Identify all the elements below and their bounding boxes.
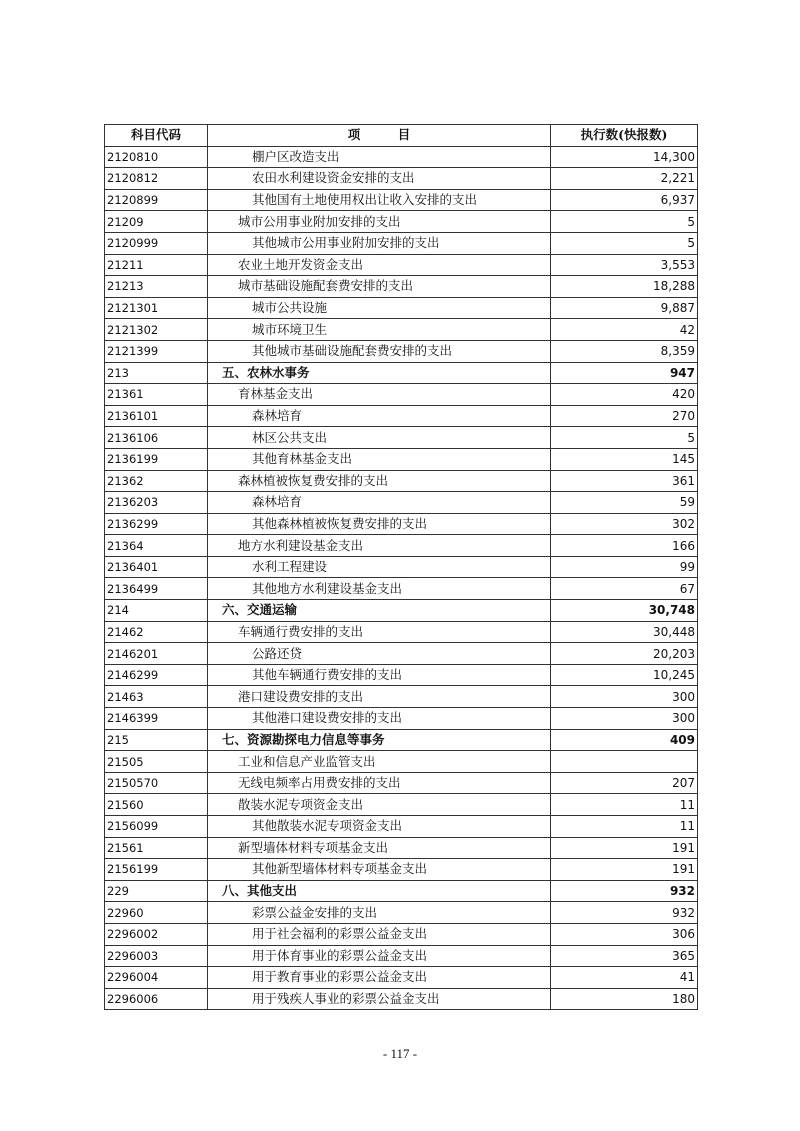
amount-cell: 59 (551, 492, 698, 514)
item-name-cell: 森林培育 (208, 405, 551, 427)
item-name-cell: 其他城市基础设施配套费安排的支出 (208, 340, 551, 362)
item-name-cell: 地方水利建设基金支出 (208, 535, 551, 557)
item-name-cell: 五、农林水事务 (208, 362, 551, 384)
item-name-cell: 其他森林植被恢复费安排的支出 (208, 513, 551, 535)
item-name-cell: 用于社会福利的彩票公益金支出 (208, 923, 551, 945)
amount-cell: 2,221 (551, 168, 698, 190)
amount-cell: 67 (551, 578, 698, 600)
table-row (105, 168, 698, 190)
item-name-cell: 森林培育 (208, 492, 551, 514)
amount-cell: 14,300 (551, 146, 698, 168)
table-row (105, 859, 698, 881)
item-name-cell: 散装水泥专项资金支出 (208, 794, 551, 816)
amount-cell: 99 (551, 556, 698, 578)
subject-code-cell: 21361 (105, 384, 208, 406)
subject-code-cell: 229 (105, 880, 208, 902)
amount-cell: 5 (551, 427, 698, 449)
item-name-cell: 其他育林基金支出 (208, 448, 551, 470)
item-name-cell: 城市环境卫生 (208, 319, 551, 341)
table-row (105, 405, 698, 427)
subject-code-cell: 21362 (105, 470, 208, 492)
subject-code-cell: 214 (105, 600, 208, 622)
subject-code-cell: 2136401 (105, 556, 208, 578)
amount-cell: 10,245 (551, 664, 698, 686)
amount-cell: 207 (551, 772, 698, 794)
item-name-cell: 港口建设费安排的支出 (208, 686, 551, 708)
header-item: 项 目 (208, 125, 551, 147)
subject-code-cell: 2146201 (105, 643, 208, 665)
amount-cell: 180 (551, 988, 698, 1010)
amount-cell: 30,448 (551, 621, 698, 643)
amount-cell: 5 (551, 232, 698, 254)
item-name-cell: 用于体育事业的彩票公益金支出 (208, 945, 551, 967)
item-name-cell: 车辆通行费安排的支出 (208, 621, 551, 643)
amount-cell: 270 (551, 405, 698, 427)
table-row (105, 708, 698, 730)
subject-code-cell: 21560 (105, 794, 208, 816)
table-row (105, 794, 698, 816)
subject-code-cell: 21505 (105, 751, 208, 773)
subject-code-cell: 215 (105, 729, 208, 751)
table-row (105, 535, 698, 557)
subject-code-cell: 2136299 (105, 513, 208, 535)
table-row (105, 470, 698, 492)
table-body (105, 146, 698, 1010)
item-name-cell: 用于残疾人事业的彩票公益金支出 (208, 988, 551, 1010)
item-name-cell: 森林植被恢复费安排的支出 (208, 470, 551, 492)
amount-cell: 8,359 (551, 340, 698, 362)
amount-cell: 9,887 (551, 297, 698, 319)
amount-cell: 409 (551, 729, 698, 751)
amount-cell: 947 (551, 362, 698, 384)
subject-code-cell: 2296003 (105, 945, 208, 967)
subject-code-cell: 2296006 (105, 988, 208, 1010)
amount-cell: 11 (551, 794, 698, 816)
amount-cell: 300 (551, 708, 698, 730)
subject-code-cell: 2150570 (105, 772, 208, 794)
item-name-cell: 用于教育事业的彩票公益金支出 (208, 967, 551, 989)
item-name-cell: 工业和信息产业监管支出 (208, 751, 551, 773)
item-name-cell: 公路还贷 (208, 643, 551, 665)
item-name-cell: 其他港口建设费安排的支出 (208, 708, 551, 730)
table-header-row (105, 125, 698, 147)
table-row (105, 319, 698, 341)
item-name-cell: 水利工程建设 (208, 556, 551, 578)
table-row (105, 621, 698, 643)
subject-code-cell: 2120810 (105, 146, 208, 168)
amount-cell: 932 (551, 902, 698, 924)
amount-cell: 166 (551, 535, 698, 557)
table-row (105, 816, 698, 838)
subject-code-cell: 21364 (105, 535, 208, 557)
subject-code-cell: 21463 (105, 686, 208, 708)
subject-code-cell: 22960 (105, 902, 208, 924)
amount-cell: 191 (551, 837, 698, 859)
item-name-cell: 七、资源勘探电力信息等事务 (208, 729, 551, 751)
table-row (105, 751, 698, 773)
amount-cell: 932 (551, 880, 698, 902)
subject-code-cell: 2136203 (105, 492, 208, 514)
amount-cell: 5 (551, 211, 698, 233)
subject-code-cell: 21209 (105, 211, 208, 233)
subject-code-cell: 2136199 (105, 448, 208, 470)
item-name-cell: 育林基金支出 (208, 384, 551, 406)
item-name-cell: 城市公用事业附加安排的支出 (208, 211, 551, 233)
amount-cell: 361 (551, 470, 698, 492)
table-row (105, 146, 698, 168)
subject-code-cell: 2120899 (105, 189, 208, 211)
subject-code-cell: 2156199 (105, 859, 208, 881)
table-row (105, 729, 698, 751)
subject-code-cell: 2146399 (105, 708, 208, 730)
table-row (105, 492, 698, 514)
subject-code-cell: 21211 (105, 254, 208, 276)
amount-cell: 145 (551, 448, 698, 470)
subject-code-cell: 2136499 (105, 578, 208, 600)
table-row (105, 643, 698, 665)
amount-cell: 420 (551, 384, 698, 406)
item-name-cell: 其他散装水泥专项资金支出 (208, 816, 551, 838)
item-name-cell: 城市公共设施 (208, 297, 551, 319)
item-name-cell: 棚户区改造支出 (208, 146, 551, 168)
table-row (105, 600, 698, 622)
amount-cell: 6,937 (551, 189, 698, 211)
amount-cell: 20,203 (551, 643, 698, 665)
item-name-cell: 其他地方水利建设基金支出 (208, 578, 551, 600)
amount-cell: 300 (551, 686, 698, 708)
table-row (105, 902, 698, 924)
item-name-cell: 新型墙体材料专项基金支出 (208, 837, 551, 859)
table-row (105, 880, 698, 902)
item-name-cell: 农业土地开发资金支出 (208, 254, 551, 276)
amount-cell: 41 (551, 967, 698, 989)
amount-cell: 11 (551, 816, 698, 838)
table-row (105, 232, 698, 254)
amount-cell: 302 (551, 513, 698, 535)
subject-code-cell: 213 (105, 362, 208, 384)
table-row (105, 340, 698, 362)
table-row (105, 556, 698, 578)
amount-cell: 42 (551, 319, 698, 341)
amount-cell: 306 (551, 923, 698, 945)
table-row (105, 211, 698, 233)
table-row (105, 513, 698, 535)
item-name-cell: 城市基础设施配套费安排的支出 (208, 276, 551, 298)
item-name-cell: 其他新型墙体材料专项基金支出 (208, 859, 551, 881)
table-row (105, 189, 698, 211)
table-row (105, 384, 698, 406)
subject-code-cell: 2146299 (105, 664, 208, 686)
item-name-cell: 其他国有土地使用权出让收入安排的支出 (208, 189, 551, 211)
table-row (105, 254, 698, 276)
table-row (105, 988, 698, 1010)
item-name-cell: 其他城市公用事业附加安排的支出 (208, 232, 551, 254)
subject-code-cell: 21213 (105, 276, 208, 298)
subject-code-cell: 2121399 (105, 340, 208, 362)
subject-code-cell: 2120999 (105, 232, 208, 254)
subject-code-cell: 21561 (105, 837, 208, 859)
item-name-cell: 彩票公益金安排的支出 (208, 902, 551, 924)
amount-cell: 3,553 (551, 254, 698, 276)
subject-code-cell: 2121302 (105, 319, 208, 341)
page-number: - 117 - (382, 1046, 418, 1061)
subject-code-cell: 2136101 (105, 405, 208, 427)
item-name-cell: 八、其他支出 (208, 880, 551, 902)
subject-code-cell: 21462 (105, 621, 208, 643)
table-row (105, 297, 698, 319)
table-row (105, 664, 698, 686)
amount-cell: 18,288 (551, 276, 698, 298)
table-row (105, 362, 698, 384)
subject-code-cell: 2136106 (105, 427, 208, 449)
subject-code-cell: 2296004 (105, 967, 208, 989)
header-code: 科目代码 (105, 125, 208, 147)
table-row (105, 967, 698, 989)
subject-code-cell: 2296002 (105, 923, 208, 945)
item-name-cell: 林区公共支出 (208, 427, 551, 449)
amount-cell (551, 751, 698, 773)
table-row (105, 578, 698, 600)
subject-code-cell: 2120812 (105, 168, 208, 190)
item-name-cell: 六、交通运输 (208, 600, 551, 622)
table-row (105, 945, 698, 967)
budget-table (104, 124, 698, 1010)
table-row (105, 448, 698, 470)
amount-cell: 30,748 (551, 600, 698, 622)
item-name-cell: 无线电频率占用费安排的支出 (208, 772, 551, 794)
table-row (105, 923, 698, 945)
table-row (105, 427, 698, 449)
subject-code-cell: 2156099 (105, 816, 208, 838)
table-row (105, 837, 698, 859)
table-row (105, 686, 698, 708)
amount-cell: 365 (551, 945, 698, 967)
header-amount: 执行数(快报数) (551, 125, 698, 147)
subject-code-cell: 2121301 (105, 297, 208, 319)
table-row (105, 276, 698, 298)
item-name-cell: 其他车辆通行费安排的支出 (208, 664, 551, 686)
table-row (105, 772, 698, 794)
item-name-cell: 农田水利建设资金安排的支出 (208, 168, 551, 190)
amount-cell: 191 (551, 859, 698, 881)
